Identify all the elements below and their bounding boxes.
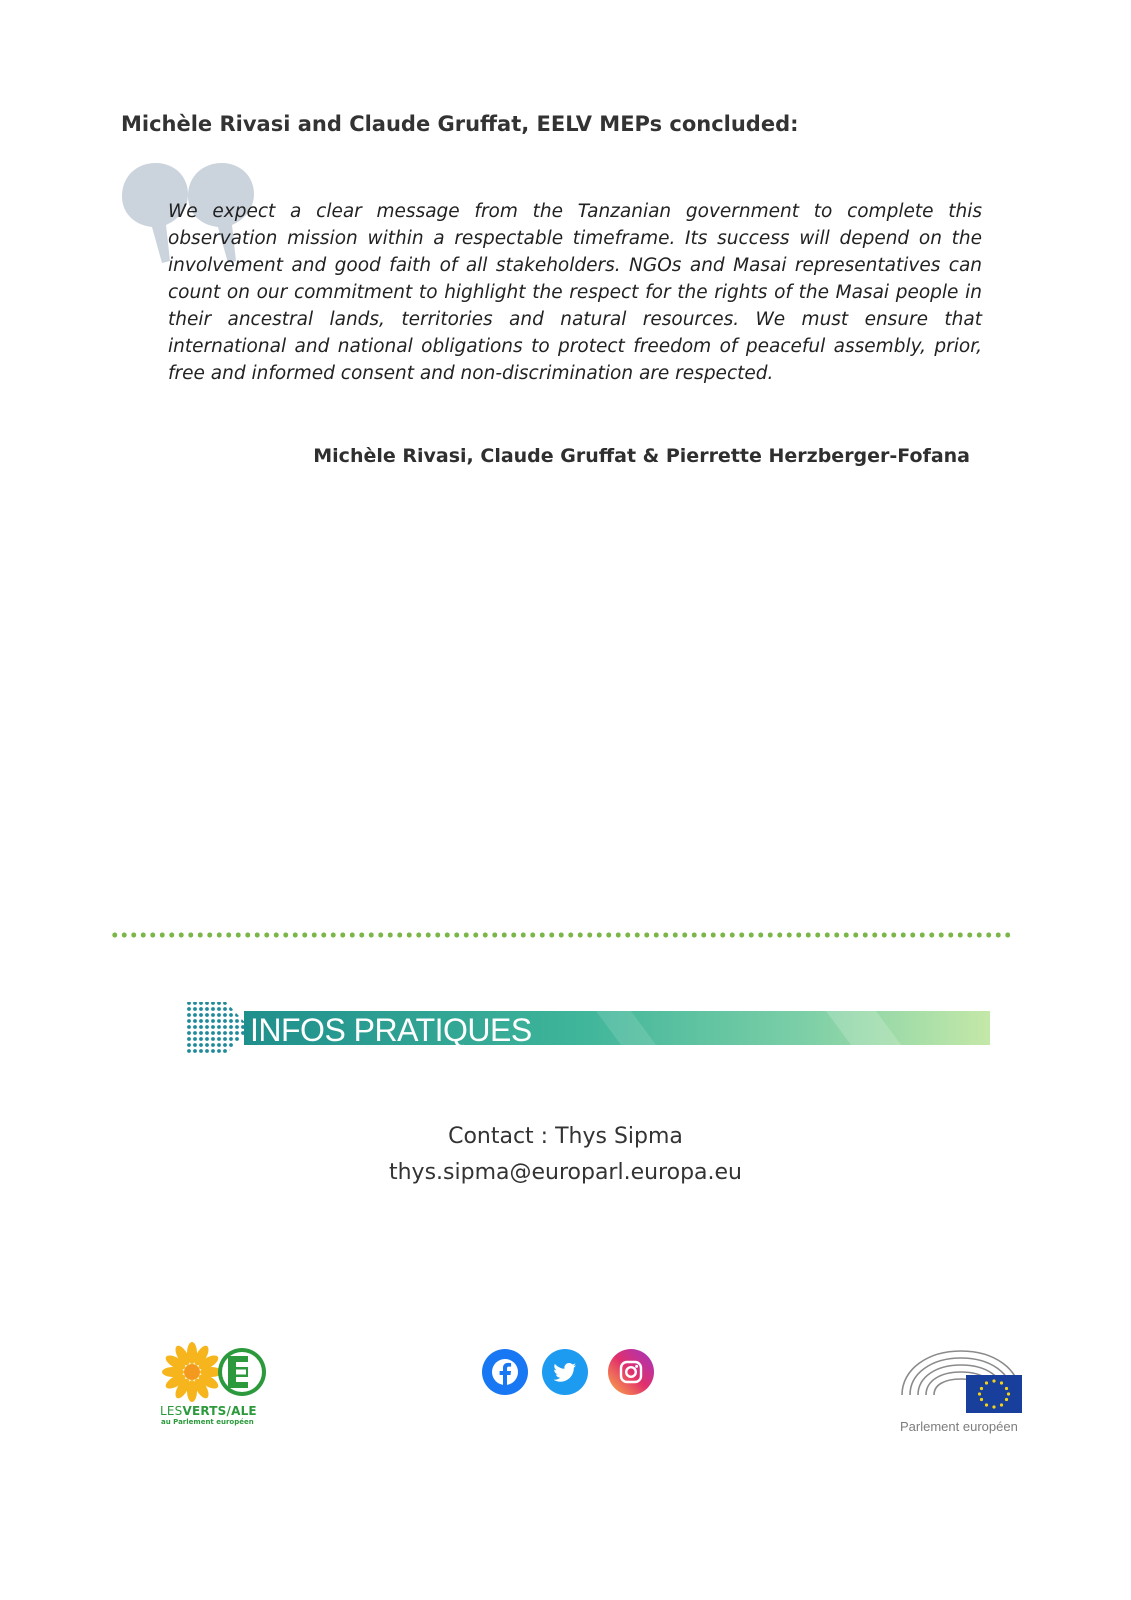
contact-block (0, 1119, 1131, 1191)
instagram-link[interactable] (608, 1349, 654, 1395)
european-parliament-logo (898, 1343, 1028, 1433)
twitter-link[interactable] (542, 1349, 588, 1395)
quote-signature: Michèle Rivasi, Claude Gruffat & Pierrette Herzberger-Fofana (313, 445, 970, 467)
greens-subtitle: au Parlement européen (161, 1418, 254, 1426)
sunflower-icon (160, 1342, 270, 1404)
instagram-icon (608, 1349, 654, 1395)
quote-text: We expect a clear message from the Tanzanian government to complete this observation mission within a respectable timeframe. Its success will depend on the involvement and good faith of all stakeholders. NGOs and Masai representatives can count on our commitment to highlight the respect for the rights of the Masai people in their ancestral lands, territories and natural resources. We must ensure that international and national obligations to protect freedom of peaceful assembly, prior, free and informed consent and non-discrimination are respected. (168, 201, 982, 384)
greens-wordmark (160, 1404, 257, 1418)
contact-email[interactable]: thys.sipma@europarl.europa.eu (388, 1160, 742, 1185)
parliament-hemicycle-icon (898, 1343, 1024, 1415)
banner-label: INFOS PRATIQUES (250, 1012, 532, 1048)
parliament-label: Parlement européen (900, 1419, 1018, 1434)
facebook-link[interactable] (482, 1349, 528, 1395)
twitter-icon (542, 1349, 588, 1395)
facebook-icon (482, 1349, 528, 1395)
intro-heading: Michèle Rivasi and Claude Gruffat, EELV MEPs concluded: (121, 112, 799, 136)
contact-name: Contact : Thys Sipma (448, 1124, 683, 1149)
greens-main: VERTS/ALE (182, 1404, 257, 1418)
greens-prefix: LES (160, 1404, 183, 1418)
greens-efa-logo (160, 1342, 270, 1426)
dotted-divider (110, 932, 1010, 938)
infos-pratiques-banner (186, 1000, 990, 1060)
